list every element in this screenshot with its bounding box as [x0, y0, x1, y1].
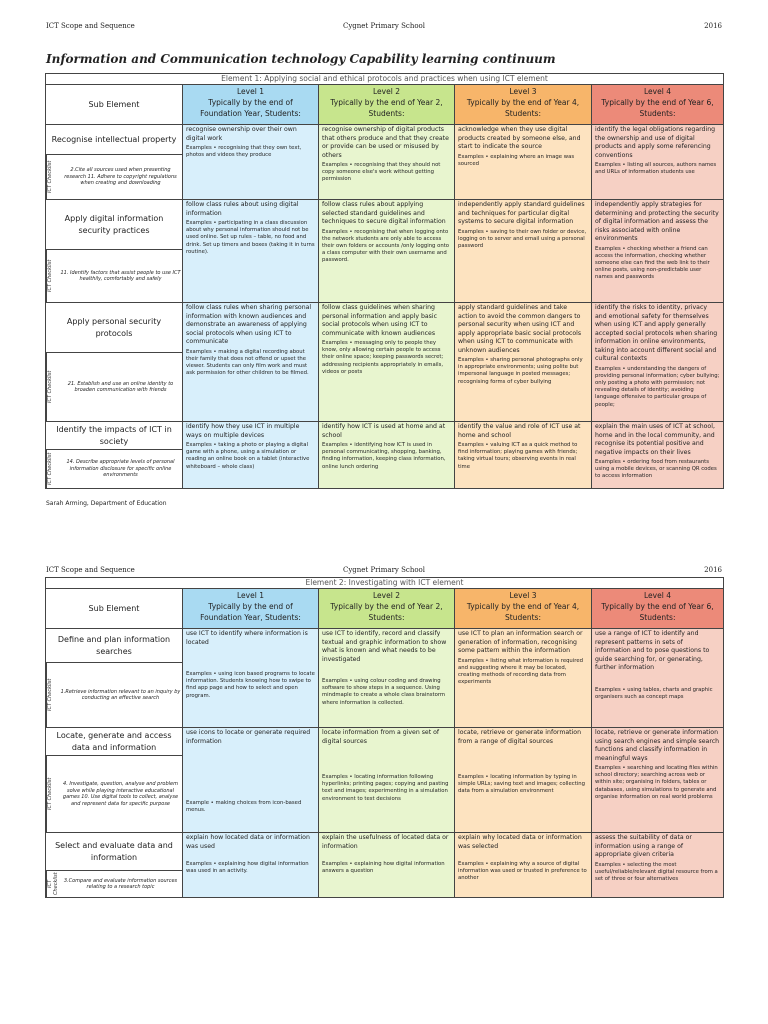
ict-checklist: ICT Checklist 14. Describe appropriate levels of personal information disclosure for specific online environments: [46, 450, 183, 489]
sub-element-header: Sub Element: [46, 589, 183, 629]
level3-cell: independently apply standard guidelines and techniques for particular digital systems to secure digital information Examples • saving to their own folder or device, logging on to server and email using a personal password: [455, 200, 592, 303]
header-center: Cygnet Primary School: [342, 566, 425, 574]
ict-checklist: ICT Checklist 4. Investigate, question, analyse and problem solve while playing interactive educational games 10. Use digital tools to collect, analyse and represent data for specific purpose: [46, 756, 183, 833]
element2-table: [45, 577, 724, 898]
level4-cell: identify the legal obligations regarding the ownership and use of digital products and apply some referencing conventions Examples • listing all sources, authors names and URLs of information students use: [592, 125, 724, 200]
level1-cell: use ICT to identify where information is located Examples • using icon based programs to locate information. Students knowing how to swipe to find app page and how to select and open program.: [183, 629, 319, 728]
element-title: Element 1: Applying social and ethical protocols and practices when using ICT element: [46, 74, 724, 85]
level1-cell: identify how they use ICT in multiple ways on multiple devices Examples • taking a photo or playing a digital game with a phone, using a simulation or reading an online book on a tablet (interactive whiteboard – whole class): [183, 422, 319, 489]
level1-header: Level 1 Typically by the end of Foundation Year, Students:: [183, 85, 319, 125]
level2-header: Level 2 Typically by the end of Year 2, Students:: [319, 85, 455, 125]
level4-cell: use a range of ICT to identify and represent patterns in sets of information and to pose questions to guide searching for, or generating, further information Examples • using tables, charts and graphic organisers such as concept maps: [592, 629, 724, 728]
level3-cell: explain why located data or information was selected Examples • explaining why a source of digital information was used or trusted in preference to another: [455, 833, 592, 898]
ict-checklist: ICT Checklist 2.Cite all sources used when presenting research 11. Adhere to copyright regulations when creating and downloading: [46, 155, 183, 200]
level2-cell: identify how ICT is used at home and at school Examples • identifying how ICT is used in personal communicating, shopping, banking, finding information, keeping class information, online lunch ordering: [319, 422, 455, 489]
sub-element-name: Recognise intellectual property: [46, 125, 183, 155]
level4-cell: explain the main uses of ICT at school, home and in the local community, and recognise its potential positive and negative impacts on their lives Examples • ordering food from restaurants using a mobile devices, or scanning QR codes to access information: [592, 422, 724, 489]
page-footer: Sarah Arming, Department of Education: [46, 500, 167, 507]
ict-checklist: ICT Checklist 1.Retrieve information relevant to an inquiry by conducting an effective search: [46, 663, 183, 728]
level1-cell: follow class rules about using digital information Examples • participating in a class discussion about why personal information should not be used online. Set up rules – table, no food and drink. Set up timers and boxes (taking it in turns routine).: [183, 200, 319, 303]
level3-header: Level 3 Typically by the end of Year 4, Students:: [455, 589, 592, 629]
level4-cell: assess the suitability of data or information using a range of appropriate given criteria Examples • selecting the most useful/reliable/relevant digital resource from a set of three or four alternatives: [592, 833, 724, 898]
level3-cell: apply standard guidelines and take action to avoid the common dangers to personal security when using ICT and apply appropriate basic social protocols when using ICT to communicate with unknown audiences Examples • sharing personal photographs only in appropriate environments; using polite but impersonal language in posted messages; recognising forms of cyber bullying: [455, 303, 592, 422]
sub-element-name: Identify the impacts of ICT in society: [46, 422, 183, 450]
sub-element-name: Locate, generate and access data and information: [46, 728, 183, 756]
sub-element-name: Apply digital information security practices: [46, 200, 183, 250]
header-center: Cygnet Primary School: [342, 22, 425, 30]
level4-header: Level 4 Typically by the end of Year 6, Students:: [592, 589, 724, 629]
level3-header: Level 3 Typically by the end of Year 4, Students:: [455, 85, 592, 125]
level2-cell: explain the usefulness of located data or information Examples • explaining how digital information answers a question: [319, 833, 455, 898]
ict-checklist: ICT Checklist 21. Establish and use an online identity to broaden communication with friends: [46, 353, 183, 422]
level3-cell: acknowledge when they use digital products created by someone else, and start to indicate the source Examples • explaining where an image was sourced: [455, 125, 592, 200]
level2-cell: locate information from a given set of digital sources Examples • locating information following hyperlinks; printing pages; copying and pasting text and images; experimenting in a simulation environment to test decisions: [319, 728, 455, 833]
element-title: Element 2: Investigating with ICT element: [46, 578, 724, 589]
level1-cell: use icons to locate or generate required information Example • making choices from icon-based menus.: [183, 728, 319, 833]
header-right: 2016: [704, 566, 722, 574]
header-left: ICT Scope and Sequence: [46, 566, 135, 574]
level4-cell: identify the risks to identity, privacy and emotional safety for themselves when using ICT and apply generally accepted social protocols when sharing information in online environments, taking into account different social and cultural contexts Examples • understanding the dangers of providing personal information; cyber bullying; only posting a photo with permission; not revealing details of identity; avoiding language offensive to particular groups of people;: [592, 303, 724, 422]
sub-element-name: Define and plan information searches: [46, 629, 183, 663]
level3-cell: identify the value and role of ICT use at home and school Examples • valuing ICT as a quick method to find information; playing games with friends; taking virtual tours; observing events in real time: [455, 422, 592, 489]
ict-checklist: ICT Checklist 11. Identify factors that assist people to use ICT healthily, comfortably and safely: [46, 250, 183, 303]
ict-checklist: ICT Checklist 3.Compare and evaluate information sources relating to a research topic: [46, 871, 183, 898]
header-right: 2016: [704, 22, 722, 30]
level4-cell: locate, retrieve or generate information using search engines and simple search functions and classify information in meaningful ways Examples • searching and locating files within school directory; searching across web or within site; organising in folders, tables or databases, using simulations to generate and organise information on real world problems: [592, 728, 724, 833]
level4-cell: independently apply strategies for determining and protecting the security of digital information and assess the risks associated with online environments Examples • checking whether a friend can access the information, checking whether someone else can find the web link to their online posts, using non-predictable user names and passwords: [592, 200, 724, 303]
level2-cell: use ICT to identify, record and classify textual and graphic information to show what is known and what needs to be investigated Examples • using colour coding and drawing software to show steps in a sequence. Using mindmaple to create a whole class brainstorm where information is collected.: [319, 629, 455, 728]
level3-cell: use ICT to plan an information search or generation of information, recognising some pattern within the information Examples • listing what information is required and suggesting where it may be located, creating methods of recording data from experiments: [455, 629, 592, 728]
sub-element-name: Apply personal security protocols: [46, 303, 183, 353]
level2-cell: follow class guidelines when sharing personal information and apply basic social protocols when using ICT to communicate with known audiences Examples • messaging only to people they know, only allowing certain people to access their online space; keeping passwords secret; addressing recipients appropriately in emails, videos or posts: [319, 303, 455, 422]
level1-cell: follow class rules when sharing personal information with known audiences and demonstrate an awareness of applying social protocols when using ICT to communicate Examples • making a digital recording about their family that does not offend or upset the viewer. Students can only film work and must ask permission for other children to be filmed.: [183, 303, 319, 422]
level1-cell: explain how located data or information was used Examples • explaining how digital information was used in an activity.: [183, 833, 319, 898]
element1-table: [45, 73, 724, 489]
level1-header: Level 1 Typically by the end of Foundation Year, Students:: [183, 589, 319, 629]
level4-header: Level 4 Typically by the end of Year 6, Students:: [592, 85, 724, 125]
level1-cell: recognise ownership over their own digital work Examples • recognising that they own text, photos and videos they produce: [183, 125, 319, 200]
sub-element-name: Select and evaluate data and information: [46, 833, 183, 871]
level2-cell: recognise ownership of digital products that others produce and that they create or provide can be used or misused by others Examples • recognising that they should not copy someone else's work without getting permission: [319, 125, 455, 200]
level3-cell: locate, retrieve or generate information from a range of digital sources Examples • locating information by typing in simple URLs; saving text and images; collecting data from a simulation environment: [455, 728, 592, 833]
document-title: Information and Communication technology Capability learning continuum: [46, 52, 556, 66]
header-left: ICT Scope and Sequence: [46, 22, 135, 30]
level2-cell: follow class rules about applying selected standard guidelines and techniques to secure digital information Examples • recognising that when logging onto the network students are only able to access their own folders or accounts /only logging onto a class computer with their own username and password.: [319, 200, 455, 303]
level2-header: Level 2 Typically by the end of Year 2, Students:: [319, 589, 455, 629]
sub-element-header: Sub Element: [46, 85, 183, 125]
